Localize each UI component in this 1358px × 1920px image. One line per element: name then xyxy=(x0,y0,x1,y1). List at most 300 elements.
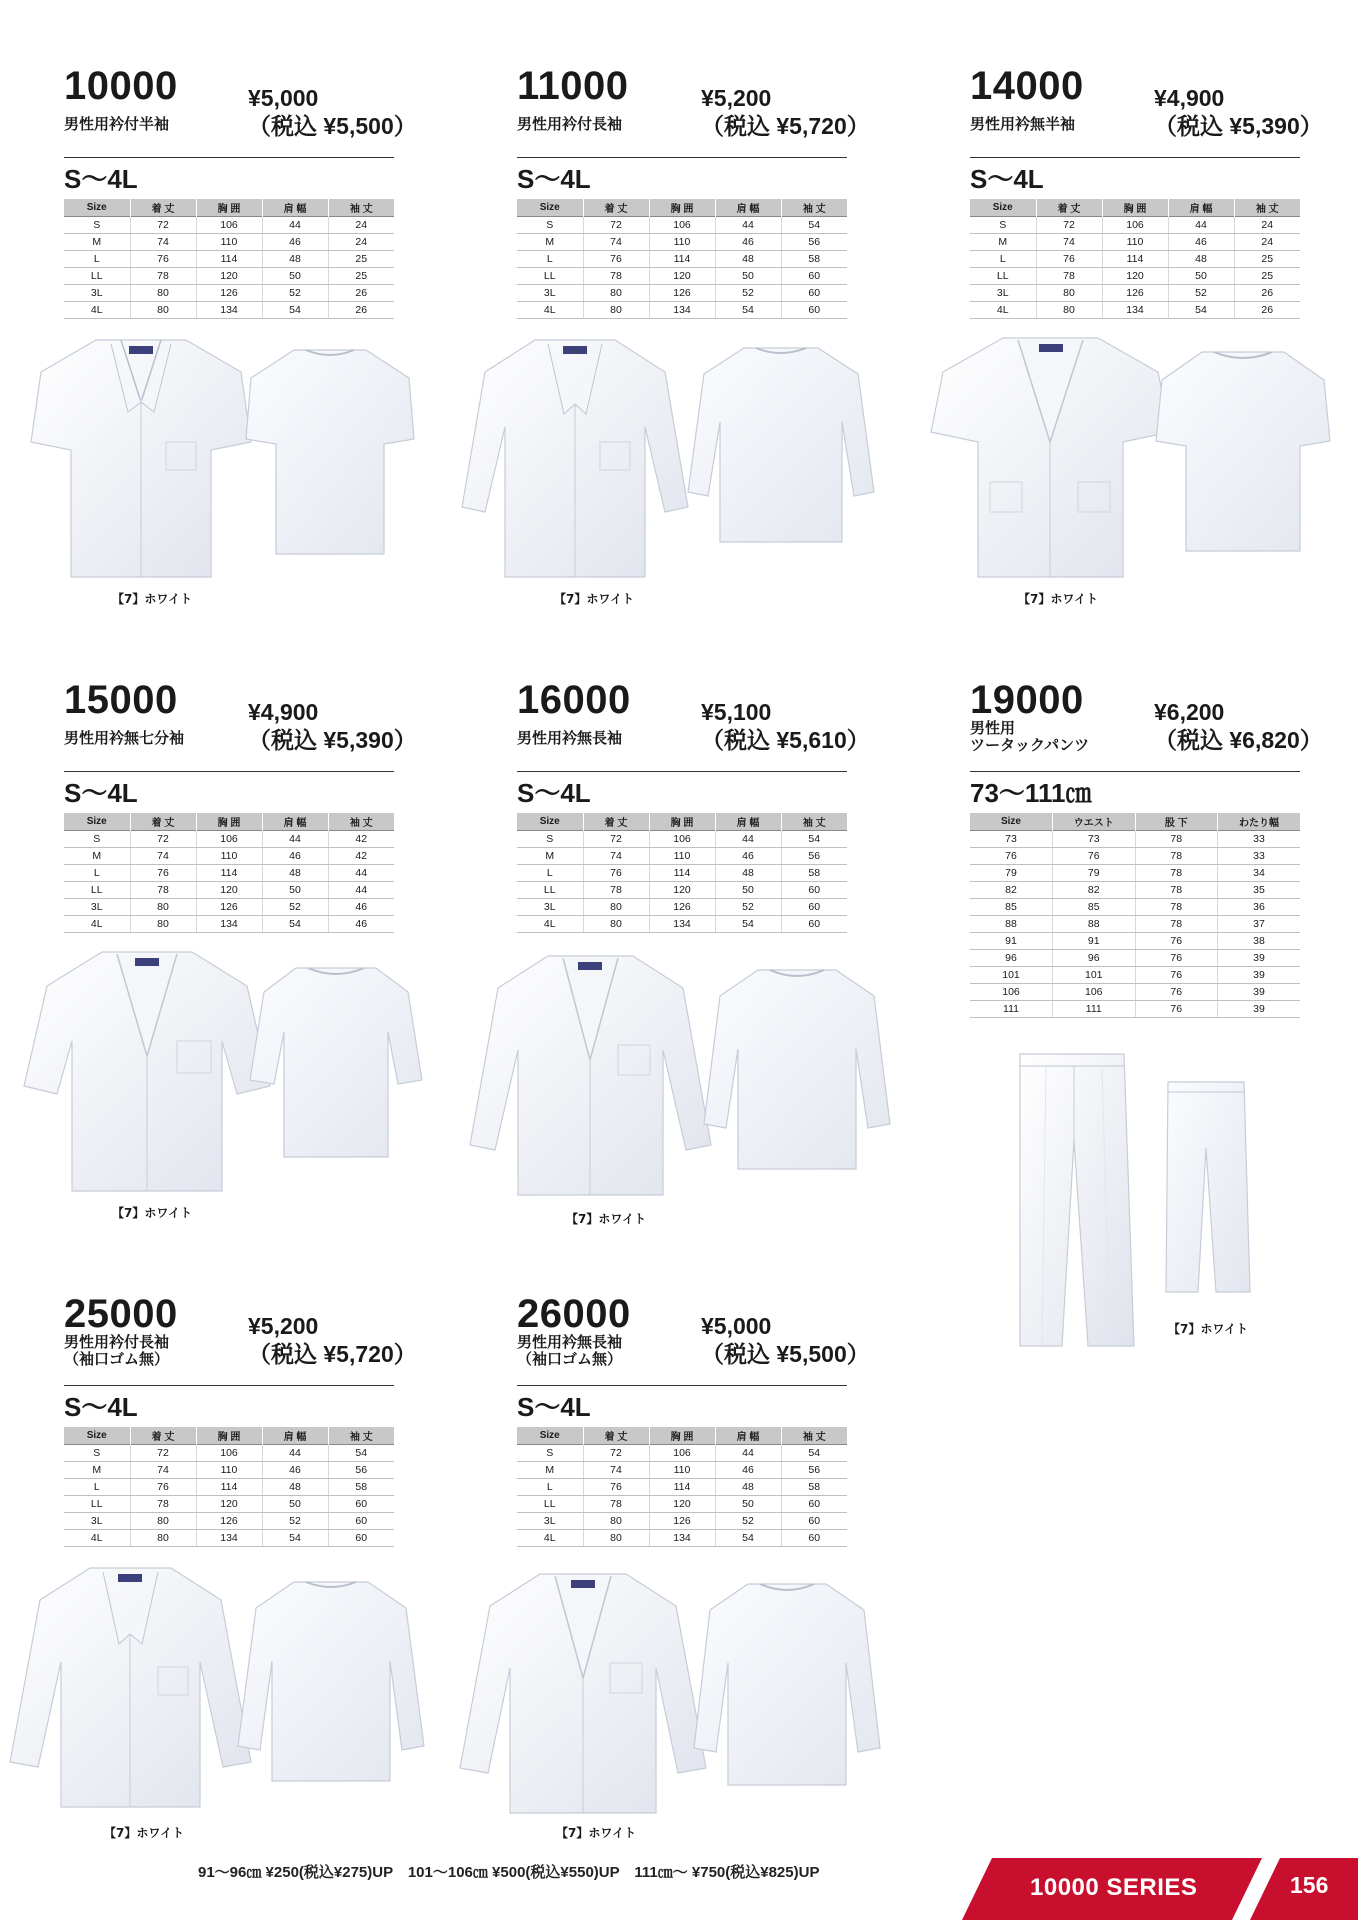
measurement-cell: 78 xyxy=(1135,830,1218,847)
size-row xyxy=(64,898,394,915)
measurement-cell: 26 xyxy=(328,284,394,301)
measurement-cell: 52 xyxy=(715,284,781,301)
measurement-cell: 126 xyxy=(196,284,262,301)
measurement-cell: 114 xyxy=(1102,250,1168,267)
measurement-cell: 91 xyxy=(1053,932,1136,949)
measurement-cell: 52 xyxy=(715,898,781,915)
size-label-cell: L xyxy=(517,864,583,881)
column-header: Size xyxy=(970,199,1036,216)
size-label-cell: S xyxy=(517,216,583,233)
size-row xyxy=(64,1495,394,1512)
measurement-cell: 80 xyxy=(1036,284,1102,301)
size-row xyxy=(517,915,847,932)
size-label-cell: L xyxy=(970,250,1036,267)
column-header: 袖 丈 xyxy=(781,199,847,216)
garment-front-image xyxy=(22,946,272,1196)
size-label-cell: 3L xyxy=(970,284,1036,301)
color-caption: 【7】ホワイト xyxy=(566,1212,646,1226)
measurement-cell: 60 xyxy=(328,1512,394,1529)
column-header: 肩 幅 xyxy=(262,1427,328,1444)
measurement-cell: 44 xyxy=(715,1444,781,1461)
product-header xyxy=(970,678,1323,772)
product-code: 11000 xyxy=(517,64,629,108)
size-label-cell: S xyxy=(64,830,130,847)
price-tax-included: （税込 ¥5,610） xyxy=(701,727,870,753)
measurement-cell: 76 xyxy=(130,1478,196,1495)
measurement-cell: 80 xyxy=(130,1512,196,1529)
measurement-cell: 54 xyxy=(781,830,847,847)
column-header: Size xyxy=(64,199,130,216)
measurement-cell: 58 xyxy=(781,864,847,881)
measurement-cell: 56 xyxy=(781,233,847,250)
size-label-cell: 111 xyxy=(970,1000,1053,1017)
product-header xyxy=(517,64,870,158)
size-table xyxy=(517,1427,847,1547)
size-row xyxy=(64,284,394,301)
size-label-cell: S xyxy=(517,830,583,847)
measurement-cell: 46 xyxy=(262,1461,328,1478)
product-price xyxy=(701,698,870,754)
measurement-cell: 74 xyxy=(583,1461,649,1478)
size-table xyxy=(517,813,847,933)
size-table-header xyxy=(517,199,847,216)
size-row xyxy=(64,847,394,864)
measurement-cell: 52 xyxy=(1168,284,1234,301)
size-table xyxy=(64,1427,394,1547)
size-range: S〜4L xyxy=(64,164,138,194)
product-10000 xyxy=(64,64,417,316)
price-base: ¥4,900 xyxy=(1154,85,1225,111)
product-15000 xyxy=(64,678,417,930)
product-price xyxy=(1154,84,1323,140)
measurement-cell: 72 xyxy=(1036,216,1102,233)
size-row xyxy=(517,267,847,284)
page-number: 156 xyxy=(1290,1872,1329,1898)
measurement-cell: 80 xyxy=(130,1529,196,1546)
measurement-cell: 126 xyxy=(649,1512,715,1529)
measurement-cell: 48 xyxy=(262,864,328,881)
size-table-header xyxy=(64,199,394,216)
measurement-cell: 44 xyxy=(715,830,781,847)
measurement-cell: 114 xyxy=(196,1478,262,1495)
size-range: 73〜111㎝ xyxy=(970,778,1092,808)
column-header: 肩 幅 xyxy=(715,1427,781,1444)
size-row xyxy=(517,1512,847,1529)
measurement-cell: 106 xyxy=(649,830,715,847)
size-label-cell: 96 xyxy=(970,949,1053,966)
column-header: 着 丈 xyxy=(130,813,196,830)
size-label-cell: S xyxy=(64,1444,130,1461)
measurement-cell: 33 xyxy=(1218,847,1301,864)
measurement-cell: 24 xyxy=(1234,233,1300,250)
garment-front-image xyxy=(8,1562,253,1812)
price-tax-included: （税込 ¥6,820） xyxy=(1154,727,1323,753)
measurement-cell: 60 xyxy=(328,1529,394,1546)
measurement-cell: 54 xyxy=(715,301,781,318)
measurement-cell: 134 xyxy=(649,1529,715,1546)
measurement-cell: 76 xyxy=(1135,932,1218,949)
column-header: 胸 囲 xyxy=(196,813,262,830)
measurement-cell: 52 xyxy=(715,1512,781,1529)
measurement-cell: 134 xyxy=(196,915,262,932)
measurement-cell: 120 xyxy=(196,267,262,284)
measurement-cell: 46 xyxy=(262,847,328,864)
size-range: S〜4L xyxy=(64,778,138,808)
measurement-cell: 85 xyxy=(1053,898,1136,915)
product-price xyxy=(701,1312,870,1368)
measurement-cell: 114 xyxy=(649,250,715,267)
product-code: 10000 xyxy=(64,64,178,108)
color-caption: 【7】ホワイト xyxy=(112,1206,192,1220)
measurement-cell: 50 xyxy=(262,1495,328,1512)
size-label-cell: 4L xyxy=(517,301,583,318)
size-row xyxy=(970,216,1300,233)
measurement-cell: 134 xyxy=(649,301,715,318)
measurement-cell: 110 xyxy=(1102,233,1168,250)
measurement-cell: 46 xyxy=(715,847,781,864)
measurement-cell: 74 xyxy=(583,847,649,864)
measurement-cell: 72 xyxy=(130,830,196,847)
measurement-cell: 44 xyxy=(1168,216,1234,233)
size-row xyxy=(64,1461,394,1478)
column-header: 着 丈 xyxy=(583,1427,649,1444)
measurement-cell: 106 xyxy=(196,216,262,233)
measurement-cell: 80 xyxy=(583,284,649,301)
column-header: Size xyxy=(64,1427,130,1444)
size-label-cell: L xyxy=(517,250,583,267)
size-range: S〜4L xyxy=(64,1392,138,1422)
price-base: ¥5,000 xyxy=(701,1313,772,1339)
measurement-cell: 60 xyxy=(781,301,847,318)
measurement-cell: 120 xyxy=(1102,267,1168,284)
garment-front-image xyxy=(928,332,1173,582)
measurement-cell: 46 xyxy=(328,898,394,915)
measurement-cell: 72 xyxy=(583,216,649,233)
measurement-cell: 48 xyxy=(1168,250,1234,267)
measurement-cell: 76 xyxy=(1135,966,1218,983)
product-header xyxy=(64,64,417,158)
size-label-cell: LL xyxy=(970,267,1036,284)
measurement-cell: 78 xyxy=(130,267,196,284)
size-row xyxy=(517,250,847,267)
measurement-cell: 54 xyxy=(1168,301,1234,318)
measurement-cell: 54 xyxy=(262,915,328,932)
size-label-cell: 101 xyxy=(970,966,1053,983)
product-image-15000 xyxy=(22,946,424,1220)
measurement-cell: 52 xyxy=(262,284,328,301)
size-row xyxy=(970,233,1300,250)
size-row xyxy=(517,1495,847,1512)
garment-front-image xyxy=(458,1568,708,1818)
column-header: 胸 囲 xyxy=(649,199,715,216)
size-range: S〜4L xyxy=(970,164,1044,194)
size-label-cell: M xyxy=(64,233,130,250)
size-row xyxy=(517,233,847,250)
measurement-cell: 111 xyxy=(1053,1000,1136,1017)
measurement-cell: 134 xyxy=(649,915,715,932)
size-table xyxy=(970,813,1300,1018)
size-table xyxy=(64,813,394,933)
measurement-cell: 80 xyxy=(130,301,196,318)
price-base: ¥5,000 xyxy=(248,85,319,111)
measurement-cell: 106 xyxy=(1053,983,1136,1000)
measurement-cell: 78 xyxy=(130,1495,196,1512)
measurement-cell: 126 xyxy=(649,284,715,301)
measurement-cell: 46 xyxy=(328,915,394,932)
size-table-header xyxy=(517,813,847,830)
column-header: Size xyxy=(970,813,1053,830)
measurement-cell: 58 xyxy=(781,1478,847,1495)
series-label: 10000 SERIES xyxy=(1030,1874,1198,1901)
column-header: 胸 囲 xyxy=(196,1427,262,1444)
size-row xyxy=(64,1444,394,1461)
column-header: 股 下 xyxy=(1135,813,1218,830)
measurement-cell: 58 xyxy=(328,1478,394,1495)
measurement-cell: 76 xyxy=(1036,250,1102,267)
size-row xyxy=(970,267,1300,284)
size-row xyxy=(970,284,1300,301)
column-header: 胸 囲 xyxy=(1102,199,1168,216)
measurement-cell: 106 xyxy=(1102,216,1168,233)
measurement-cell: 52 xyxy=(262,898,328,915)
product-code: 26000 xyxy=(517,1292,631,1336)
column-header: 袖 丈 xyxy=(1234,199,1300,216)
size-label-cell: L xyxy=(517,1478,583,1495)
product-image-11000 xyxy=(460,332,880,606)
measurement-cell: 58 xyxy=(781,250,847,267)
measurement-cell: 126 xyxy=(1102,284,1168,301)
product-name: 男性用衿無半袖 xyxy=(970,115,1076,133)
measurement-cell: 36 xyxy=(1218,898,1301,915)
measurement-cell: 78 xyxy=(1135,847,1218,864)
measurement-cell: 50 xyxy=(1168,267,1234,284)
product-name: 男性用衿付半袖 xyxy=(64,115,170,133)
size-row xyxy=(970,898,1300,915)
measurement-cell: 76 xyxy=(1053,847,1136,864)
measurement-cell: 25 xyxy=(1234,250,1300,267)
size-label-cell: 91 xyxy=(970,932,1053,949)
measurement-cell: 42 xyxy=(328,830,394,847)
size-row xyxy=(970,864,1300,881)
size-label-cell: 4L xyxy=(64,915,130,932)
product-11000 xyxy=(517,64,870,316)
measurement-cell: 54 xyxy=(781,216,847,233)
measurement-cell: 110 xyxy=(649,233,715,250)
product-name: 男性用 ツータックパンツ xyxy=(970,719,1090,754)
size-range: S〜4L xyxy=(517,164,591,194)
product-header xyxy=(517,1292,870,1386)
price-tax-included: （税込 ¥5,390） xyxy=(1154,113,1323,139)
product-image-10000 xyxy=(26,332,416,606)
price-tax-included: （税込 ¥5,720） xyxy=(701,113,870,139)
product-code: 25000 xyxy=(64,1292,178,1336)
measurement-cell: 106 xyxy=(196,830,262,847)
measurement-cell: 37 xyxy=(1218,915,1301,932)
size-label-cell: LL xyxy=(517,1495,583,1512)
measurement-cell: 44 xyxy=(262,1444,328,1461)
product-name: 男性用衿付長袖 （袖口ゴム無） xyxy=(64,1333,170,1368)
size-label-cell: LL xyxy=(64,1495,130,1512)
measurement-cell: 35 xyxy=(1218,881,1301,898)
size-label-cell: S xyxy=(970,216,1036,233)
measurement-cell: 114 xyxy=(196,864,262,881)
measurement-cell: 96 xyxy=(1053,949,1136,966)
size-table-header xyxy=(517,1427,847,1444)
measurement-cell: 76 xyxy=(583,250,649,267)
garment-back-image xyxy=(236,1576,426,1786)
size-row xyxy=(64,250,394,267)
measurement-cell: 80 xyxy=(583,915,649,932)
measurement-cell: 39 xyxy=(1218,966,1301,983)
measurement-cell: 110 xyxy=(649,1461,715,1478)
size-table xyxy=(64,199,394,319)
size-table-header xyxy=(64,813,394,830)
measurement-cell: 110 xyxy=(196,847,262,864)
measurement-cell: 78 xyxy=(1135,881,1218,898)
price-base: ¥5,200 xyxy=(701,85,772,111)
size-row xyxy=(64,301,394,318)
measurement-cell: 46 xyxy=(1168,233,1234,250)
column-header: 肩 幅 xyxy=(715,813,781,830)
measurement-cell: 134 xyxy=(196,301,262,318)
column-header: わたり幅 xyxy=(1218,813,1301,830)
size-label-cell: LL xyxy=(517,881,583,898)
size-label-cell: LL xyxy=(517,267,583,284)
product-25000 xyxy=(64,1292,417,1544)
size-table-header xyxy=(64,1427,394,1444)
price-tax-included: （税込 ¥5,390） xyxy=(248,727,417,753)
column-header: 着 丈 xyxy=(130,1427,196,1444)
measurement-cell: 78 xyxy=(1135,864,1218,881)
measurement-cell: 78 xyxy=(583,267,649,284)
size-label-cell: 4L xyxy=(64,301,130,318)
measurement-cell: 80 xyxy=(130,898,196,915)
product-price xyxy=(248,698,417,754)
price-tax-included: （税込 ¥5,500） xyxy=(701,1341,870,1367)
measurement-cell: 54 xyxy=(715,915,781,932)
measurement-cell: 78 xyxy=(583,1495,649,1512)
measurement-cell: 80 xyxy=(1036,301,1102,318)
measurement-cell: 73 xyxy=(1053,830,1136,847)
measurement-cell: 80 xyxy=(583,1529,649,1546)
color-caption: 【7】ホワイト xyxy=(112,592,192,606)
size-label-cell: 4L xyxy=(64,1529,130,1546)
color-caption: 【7】ホワイト xyxy=(1168,1322,1248,1336)
size-label-cell: 88 xyxy=(970,915,1053,932)
size-row xyxy=(517,864,847,881)
measurement-cell: 134 xyxy=(1102,301,1168,318)
measurement-cell: 54 xyxy=(715,1529,781,1546)
column-header: 袖 丈 xyxy=(328,1427,394,1444)
garment-front-image xyxy=(468,950,713,1200)
measurement-cell: 78 xyxy=(1036,267,1102,284)
size-row xyxy=(517,284,847,301)
measurement-cell: 44 xyxy=(328,864,394,881)
product-image-25000 xyxy=(8,1562,428,1838)
size-row xyxy=(517,1478,847,1495)
measurement-cell: 110 xyxy=(196,233,262,250)
size-table xyxy=(517,199,847,319)
size-row xyxy=(970,949,1300,966)
column-header: 袖 丈 xyxy=(781,1427,847,1444)
measurement-cell: 76 xyxy=(1135,983,1218,1000)
size-label-cell: S xyxy=(517,1444,583,1461)
measurement-cell: 46 xyxy=(715,1461,781,1478)
measurement-cell: 82 xyxy=(1053,881,1136,898)
column-header: Size xyxy=(64,813,130,830)
garment-back-image xyxy=(686,342,876,547)
measurement-cell: 72 xyxy=(130,1444,196,1461)
column-header: 肩 幅 xyxy=(1168,199,1234,216)
measurement-cell: 126 xyxy=(196,898,262,915)
size-label-cell: 4L xyxy=(517,1529,583,1546)
column-header: 袖 丈 xyxy=(328,199,394,216)
product-26000 xyxy=(517,1292,870,1544)
size-row xyxy=(64,830,394,847)
measurement-cell: 56 xyxy=(781,1461,847,1478)
measurement-cell: 42 xyxy=(328,847,394,864)
product-price xyxy=(248,84,417,140)
price-base: ¥5,100 xyxy=(701,699,772,725)
product-image-14000 xyxy=(928,332,1333,606)
column-header: 肩 幅 xyxy=(262,199,328,216)
color-caption: 【7】ホワイト xyxy=(104,1826,184,1840)
product-name: 男性用衿無長袖 （袖口ゴム無） xyxy=(517,1333,623,1368)
measurement-cell: 101 xyxy=(1053,966,1136,983)
measurement-cell: 26 xyxy=(1234,284,1300,301)
column-header: 着 丈 xyxy=(583,199,649,216)
measurement-cell: 46 xyxy=(715,233,781,250)
size-label-cell: 106 xyxy=(970,983,1053,1000)
measurement-cell: 114 xyxy=(196,250,262,267)
measurement-cell: 76 xyxy=(583,864,649,881)
size-label-cell: 3L xyxy=(64,1512,130,1529)
size-label-cell: 3L xyxy=(64,284,130,301)
garment-back-image xyxy=(692,1578,882,1790)
size-label-cell: 3L xyxy=(517,284,583,301)
measurement-cell: 114 xyxy=(649,864,715,881)
measurement-cell: 44 xyxy=(262,830,328,847)
size-row xyxy=(64,267,394,284)
product-price xyxy=(701,84,870,140)
size-label-cell: M xyxy=(517,233,583,250)
product-header xyxy=(970,64,1323,158)
measurement-cell: 76 xyxy=(1135,949,1218,966)
size-range: S〜4L xyxy=(517,1392,591,1422)
column-header: ウエスト xyxy=(1053,813,1136,830)
measurement-cell: 120 xyxy=(649,1495,715,1512)
measurement-cell: 34 xyxy=(1218,864,1301,881)
column-header: 着 丈 xyxy=(130,199,196,216)
product-price xyxy=(1154,698,1323,754)
size-label-cell: 3L xyxy=(517,1512,583,1529)
measurement-cell: 48 xyxy=(715,250,781,267)
column-header: Size xyxy=(517,813,583,830)
size-label-cell: 85 xyxy=(970,898,1053,915)
measurement-cell: 126 xyxy=(649,898,715,915)
measurement-cell: 88 xyxy=(1053,915,1136,932)
size-label-cell: 3L xyxy=(64,898,130,915)
size-label-cell: L xyxy=(64,250,130,267)
size-row xyxy=(517,898,847,915)
product-16000 xyxy=(517,678,870,930)
measurement-cell: 54 xyxy=(328,1444,394,1461)
measurement-cell: 106 xyxy=(649,216,715,233)
measurement-cell: 24 xyxy=(1234,216,1300,233)
size-row xyxy=(517,301,847,318)
size-label-cell: 82 xyxy=(970,881,1053,898)
measurement-cell: 38 xyxy=(1218,932,1301,949)
